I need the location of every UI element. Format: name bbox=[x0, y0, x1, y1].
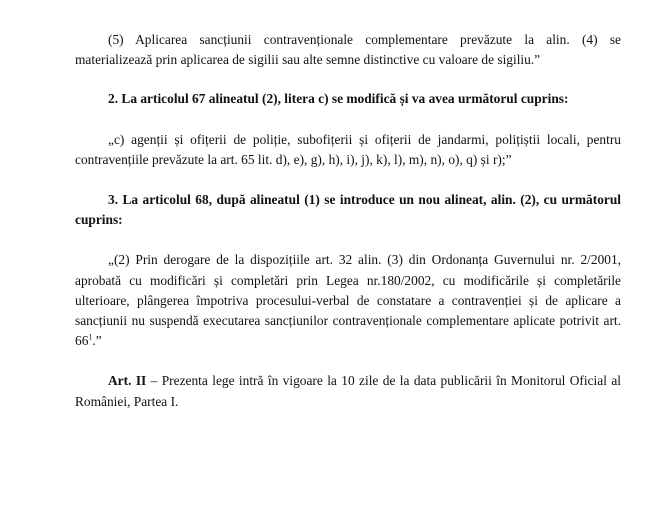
document-page bbox=[75, 30, 621, 412]
paragraph-litera-c: „c) agenții și ofițerii de poliție, subofițerii și ofițerii de jandarmi, polițiștii locali, pentru contravențiile prevăzute la art. 65 lit. d), e), g), h), i), j), k), l), m), n), o), q) și r);” bbox=[75, 131, 621, 167]
art-2-text: – Prezenta lege intră în vigoare la 10 zile de la data publicării în Monitorul Oficial al României, Partea I. bbox=[75, 373, 621, 409]
heading-point-2: 2. La articolul 67 alineatul (2), litera c) se modifică și va avea următorul cuprins: bbox=[108, 91, 569, 107]
paragraph-art-2 bbox=[75, 371, 621, 411]
paragraph-alin-2-text: „(2) Prin derogare de la dispozițiile art. 32 alin. (3) din Ordonanța Guvernului nr. 2/2001, aprobată cu modificări și completări prin Legea nr.180/2002, cu modificările și completările ulterioare, plângerea împotriva procesului-verbal de constatare a contravenției și de aplicare a sancțiunii nu suspendă executarea sancțiunilor contravenționale complementare aplicate potrivit art. 66 bbox=[75, 252, 621, 349]
paragraph-alin-5: (5) Aplicarea sancțiunii contravenționale complementare prevăzute la alin. (4) se materializează prin aplicarea de sigilii sau alte semne distinctive cu valoare de sigiliu.” bbox=[75, 32, 621, 68]
heading-point-3: 3. La articolul 68, după alineatul (1) se introduce un nou alineat, alin. (2), cu următorul cuprins: bbox=[75, 192, 621, 228]
paragraph-alin-2-end: .” bbox=[92, 333, 102, 349]
paragraph-alin-2 bbox=[75, 250, 621, 351]
art-2-label: Art. II bbox=[108, 373, 147, 389]
article-superscript: 1 bbox=[88, 332, 93, 342]
